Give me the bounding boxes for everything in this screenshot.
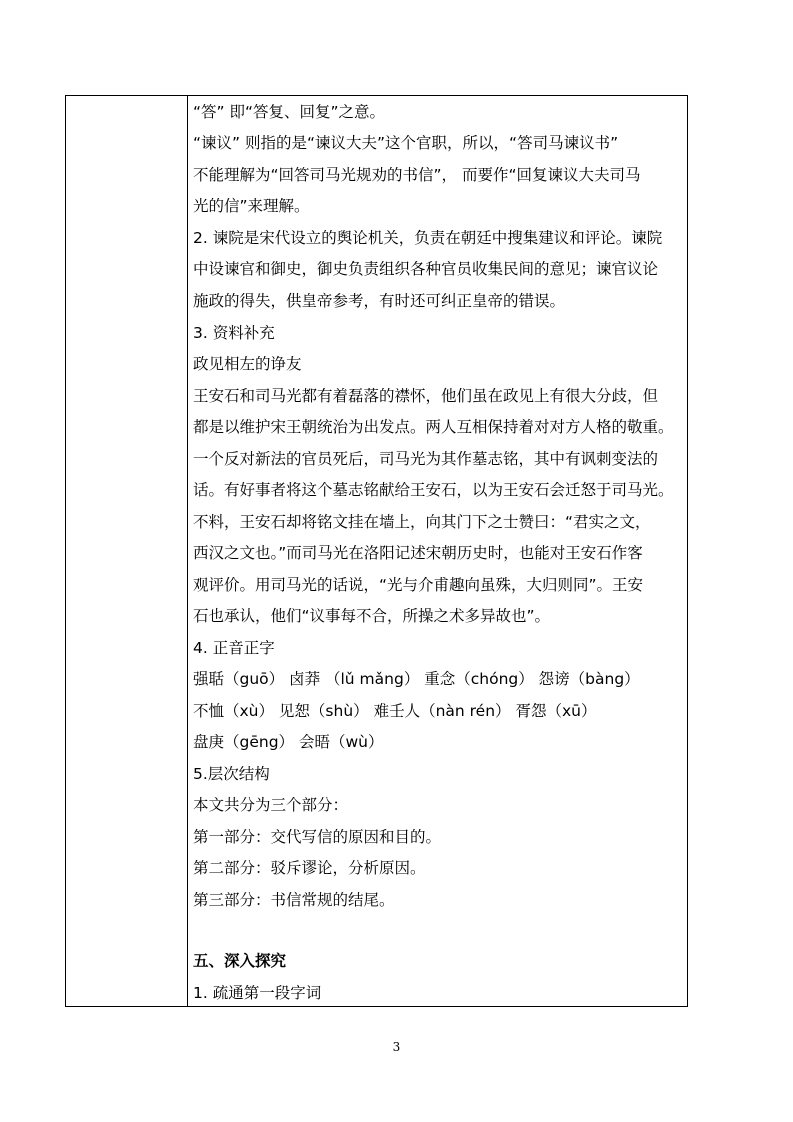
text-line: 不恤（xù） 见恕（shù） 难壬人（nàn rén） 胥怨（xū） — [193, 702, 597, 720]
section-heading: 5.层次结构 — [193, 765, 270, 783]
text-line: 王安石和司马光都有着磊落的襟怀，他们虽在政见上有很大分歧，但 — [193, 387, 659, 405]
text-line: 中设谏官和御史，御史负责组织各种官员收集民间的意见；谏官议论 — [193, 260, 659, 278]
text-line: 施政的得失，供皇帝参考，有时还可纠正皇帝的错误。 — [193, 292, 566, 310]
text-line: 2. 谏院是宋代设立的舆论机关，负责在朝廷中搜集建议和评论。谏院 — [193, 229, 663, 247]
text-line: 盘庚（gēng） 会晤（wù） — [193, 733, 384, 751]
text-line: 观评价。用司马光的话说，“光与介甫趣向虽殊，大归则同”。王安 — [193, 576, 644, 594]
text-line: “谏议” 则指的是“谏议大夫”这个官职，所以，“答司马谏议书” — [193, 134, 619, 152]
section-title: 五、深入探究 — [193, 952, 287, 970]
text-line: 第一部分：交代写信的原因和目的。 — [193, 828, 442, 846]
text-line: 第二部分：驳斥谬论，分析原因。 — [193, 859, 426, 877]
text-line: 强聒（guō） 卤莽 （lǔ mǎng） 重念（chóng） 怨谤（bàng） — [193, 670, 640, 688]
text-line: 都是以维护宋王朝统治为出发点。两人互相保持着对对方人格的敬重。 — [193, 418, 674, 436]
section-heading: 4. 正音正字 — [193, 639, 275, 657]
text-line: 本文共分为三个部分： — [193, 796, 349, 814]
text-line: 西汉之文也。”而司马光在洛阳记述宋朝历史时，也能对王安石作客 — [193, 544, 643, 562]
text-line: 石也承认，他们“议事每不合，所操之术多异故也”。 — [193, 607, 551, 625]
text-line: 一个反对新法的官员死后，司马光为其作墓志铭，其中有讽刺变法的 — [193, 450, 659, 468]
page-number: 3 — [392, 1040, 401, 1054]
text-line: 3. 资料补充 — [193, 324, 275, 342]
text-line: 话。有好事者将这个墓志铭献给王安石，以为王安石会迁怒于司马光。 — [193, 481, 674, 499]
text-line: 第三部分：书信常规的结尾。 — [193, 891, 395, 909]
text-line: 1. 疏通第一段字词 — [193, 984, 322, 1002]
column-divider — [187, 96, 188, 1006]
text-line: 光的信”来理解。 — [193, 197, 310, 215]
content-table — [65, 95, 688, 1007]
text-line: 不能理解为“回答司马光规劝的书信”， 而要作“回复谏议大夫司马 — [193, 166, 641, 184]
text-line: 不料，王安石却将铭文挂在墙上，向其门下之士赞曰：“君实之文， — [193, 513, 651, 531]
text-line: 政见相左的诤友 — [193, 355, 302, 373]
text-line: “答” 即“答复、回复”之意。 — [193, 103, 386, 121]
